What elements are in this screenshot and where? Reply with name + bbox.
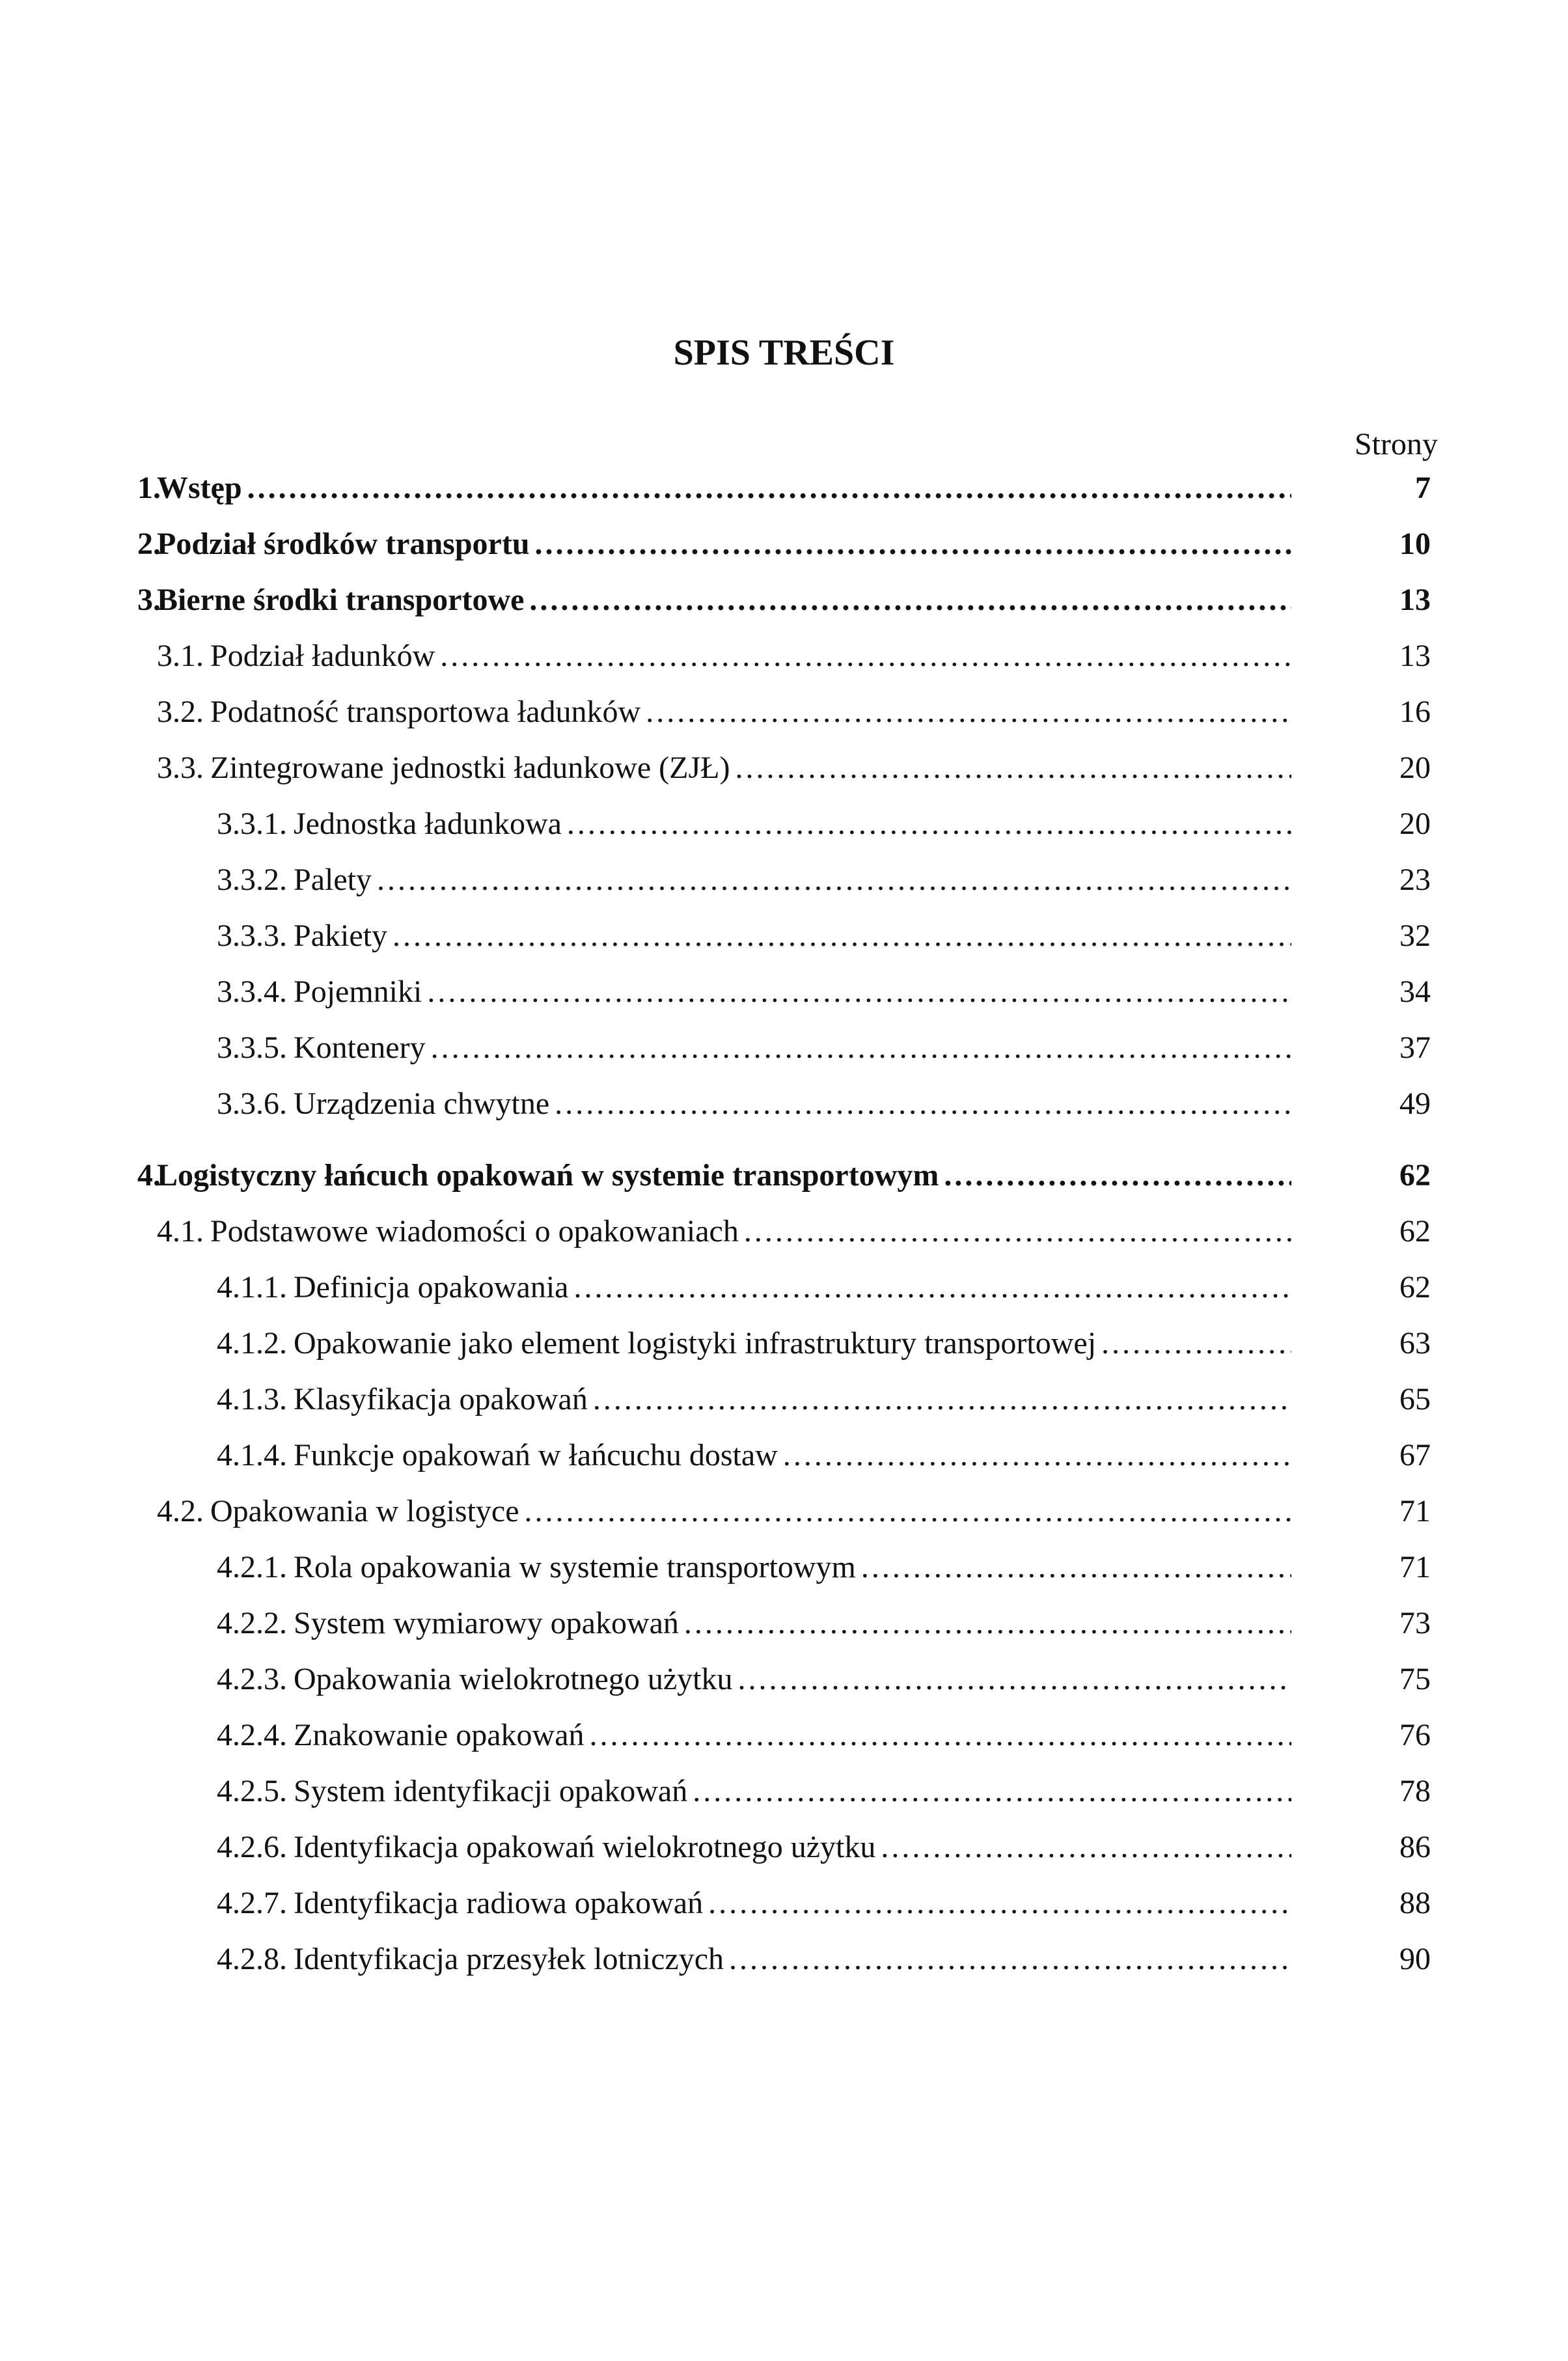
dot-leader — [392, 908, 1291, 964]
toc-entry-title: Urządzenia chwytne — [294, 1086, 550, 1121]
toc-entry[interactable] — [0, 964, 1568, 1020]
toc-entry-leader — [217, 1595, 1291, 1651]
toc-entry-page: 13 — [1399, 583, 1431, 617]
dot-leader — [555, 1076, 1291, 1132]
toc-entry-leader — [157, 1204, 1291, 1260]
toc-entry-leader — [217, 1763, 1291, 1819]
toc-entry-page: 20 — [1399, 807, 1431, 841]
toc-entry-title: Identyfikacja radiowa opakowań — [294, 1886, 704, 1920]
dot-leader — [744, 1204, 1291, 1260]
toc-entry[interactable] — [0, 460, 1568, 516]
toc-entry-page: 20 — [1399, 751, 1431, 785]
dot-leader — [735, 740, 1291, 796]
toc-entry-title: Podział środków transportu — [157, 527, 530, 561]
toc-entry-leader — [157, 460, 1291, 516]
toc-entry-leader — [217, 1875, 1291, 1931]
toc-entry[interactable] — [0, 1819, 1568, 1875]
toc-entry-leader — [217, 1651, 1291, 1707]
toc-entry-leader — [217, 1539, 1291, 1595]
page-title: SPIS TREŚCI — [673, 333, 895, 373]
toc-entry[interactable] — [0, 1707, 1568, 1763]
dot-leader — [427, 964, 1291, 1020]
dot-leader — [783, 1428, 1291, 1484]
toc-entry-title: System identyfikacji opakowań — [294, 1774, 688, 1808]
toc-entry-title: Znakowanie opakowań — [294, 1718, 585, 1752]
toc-entry-title: Zintegrowane jednostki ładunkowe (ZJŁ) — [210, 751, 730, 785]
toc-entry-title: Podstawowe wiadomości o opakowaniach — [210, 1214, 739, 1249]
toc-entry[interactable] — [0, 684, 1568, 740]
toc-entry-title: Palety — [294, 863, 372, 897]
toc-entry-number: 4.2.4. — [217, 1718, 287, 1752]
toc-entry[interactable] — [0, 1148, 1568, 1204]
toc-entry-title: Jednostka ładunkowa — [294, 807, 562, 841]
toc-entry-page: 32 — [1399, 918, 1431, 953]
toc-entry-leader — [157, 740, 1291, 796]
toc-entry-leader — [217, 1076, 1291, 1132]
toc-entry-number: 4.2.6. — [217, 1830, 287, 1864]
dot-leader — [247, 460, 1291, 516]
toc-entry-number: 3.3. — [157, 751, 204, 785]
toc-entry-title: Logistyczny łańcuch opakowań w systemie transportowym — [157, 1158, 939, 1193]
toc-entry-page: 62 — [1399, 1214, 1431, 1249]
toc-entry-page: 73 — [1399, 1606, 1431, 1640]
toc-entry-number: 4.2.7. — [217, 1886, 287, 1920]
toc-entry-title: Opakowanie jako element logistyki infrastruktury transportowej — [294, 1326, 1097, 1360]
toc-entry-number: 2. — [137, 527, 161, 561]
dot-leader — [529, 572, 1291, 628]
dot-leader — [593, 1372, 1291, 1428]
toc-entry[interactable] — [0, 1763, 1568, 1819]
toc-entry-page: 23 — [1399, 863, 1431, 897]
toc-entry[interactable] — [0, 1539, 1568, 1595]
toc-entry-page: 34 — [1399, 974, 1431, 1009]
dot-leader — [944, 1148, 1291, 1204]
dot-leader — [567, 796, 1291, 852]
toc-entry-number: 4. — [137, 1158, 161, 1193]
dot-leader — [708, 1875, 1291, 1931]
toc-entry-number: 3. — [137, 583, 161, 617]
toc-entry-leader — [217, 852, 1291, 908]
toc-entry-title: Pojemniki — [294, 974, 422, 1009]
toc-entry[interactable] — [0, 1651, 1568, 1707]
toc-entry-leader — [217, 964, 1291, 1020]
toc-entry-leader — [157, 1484, 1291, 1539]
toc-entry[interactable] — [0, 1931, 1568, 1987]
toc-entry-page: 86 — [1399, 1830, 1431, 1864]
toc-entry[interactable] — [0, 1875, 1568, 1931]
toc-entry-number: 4.2.1. — [217, 1550, 287, 1584]
dot-leader — [431, 1020, 1291, 1076]
toc-entry-leader — [217, 908, 1291, 964]
dot-leader — [573, 1260, 1291, 1316]
dot-leader — [737, 1651, 1291, 1707]
toc-entry-title: Opakowania wielokrotnego użytku — [294, 1662, 733, 1696]
toc-entry-leader — [217, 1260, 1291, 1316]
toc-entry[interactable] — [0, 908, 1568, 964]
toc-entry-number: 3.3.2. — [217, 863, 287, 897]
toc-entry-page: 37 — [1399, 1030, 1431, 1065]
toc-entry-leader — [217, 1372, 1291, 1428]
toc-entry-page: 76 — [1399, 1718, 1431, 1752]
toc-entry-title: Identyfikacja opakowań wielokrotnego użytku — [294, 1830, 876, 1864]
toc-entry-number: 4.2.5. — [217, 1774, 287, 1808]
dot-leader — [684, 1595, 1291, 1651]
toc-entry-number: 4.1.3. — [217, 1382, 287, 1416]
toc-entry[interactable] — [0, 1595, 1568, 1651]
toc-entry-page: 16 — [1399, 695, 1431, 729]
toc-entry[interactable] — [0, 852, 1568, 908]
toc-entry-title: Funkcje opakowań w łańcuchu dostaw — [294, 1438, 778, 1472]
toc-entry-page: 63 — [1399, 1326, 1431, 1360]
toc-entry-number: 4.1. — [157, 1214, 204, 1249]
toc-entry-number: 3.1. — [157, 639, 204, 673]
toc-entry-page: 75 — [1399, 1662, 1431, 1696]
toc-entry-leader — [157, 572, 1291, 628]
toc-entry-page: 71 — [1399, 1494, 1431, 1528]
dot-leader — [1101, 1316, 1291, 1372]
toc-entry-title: Klasyfikacja opakowań — [294, 1382, 588, 1416]
toc-entry-title: Identyfikacja przesyłek lotniczych — [294, 1942, 724, 1976]
toc-entry-number: 3.3.3. — [217, 918, 287, 953]
toc-entry[interactable] — [0, 628, 1568, 684]
toc-entry-leader — [217, 1819, 1291, 1875]
toc-entry-title: Wstęp — [157, 471, 242, 505]
toc-entry[interactable] — [0, 1204, 1568, 1260]
toc-entry-leader — [217, 1931, 1291, 1987]
toc-entry-leader — [157, 684, 1291, 740]
toc-entry-number: 4.2.8. — [217, 1942, 287, 1976]
table-of-contents — [0, 460, 1568, 1987]
dot-leader — [535, 516, 1291, 572]
toc-entry[interactable] — [0, 740, 1568, 796]
toc-entry[interactable] — [0, 1260, 1568, 1316]
dot-leader — [440, 628, 1291, 684]
toc-entry[interactable] — [0, 796, 1568, 852]
toc-entry-leader — [217, 1316, 1291, 1372]
toc-entry-title: Kontenery — [294, 1030, 426, 1065]
toc-entry-page: 13 — [1399, 639, 1431, 673]
dot-leader — [377, 852, 1291, 908]
toc-entry-number: 3.3.1. — [217, 807, 287, 841]
toc-entry-page: 78 — [1399, 1774, 1431, 1808]
toc-entry-page: 71 — [1399, 1550, 1431, 1584]
toc-entry[interactable] — [0, 572, 1568, 628]
toc-entry[interactable] — [0, 1372, 1568, 1428]
toc-entry-title: Definicja opakowania — [294, 1270, 569, 1305]
dot-leader — [861, 1539, 1291, 1595]
toc-entry-page: 49 — [1399, 1086, 1431, 1121]
toc-entry-title: Podatność transportowa ładunków — [210, 695, 641, 729]
toc-entry-page: 7 — [1415, 471, 1431, 505]
toc-entry-number: 3.3.5. — [217, 1030, 287, 1065]
toc-entry-title: Rola opakowania w systemie transportowym — [294, 1550, 856, 1584]
toc-entry-title: Podział ładunków — [210, 639, 435, 673]
toc-entry-title: Pakiety — [294, 918, 387, 953]
toc-entry-page: 67 — [1399, 1438, 1431, 1472]
dot-leader — [590, 1707, 1291, 1763]
toc-entry-page: 65 — [1399, 1382, 1431, 1416]
toc-entry-number: 4.2. — [157, 1494, 204, 1528]
toc-entry[interactable] — [0, 1428, 1568, 1484]
pages-column-header: Strony — [1354, 427, 1438, 462]
toc-entry[interactable] — [0, 1316, 1568, 1372]
dot-leader — [693, 1763, 1291, 1819]
toc-entry-number: 4.2.3. — [217, 1662, 287, 1696]
toc-entry-page: 90 — [1399, 1942, 1431, 1976]
toc-entry-title: Bierne środki transportowe — [157, 583, 525, 617]
toc-entry-leader — [217, 1020, 1291, 1076]
toc-entry[interactable] — [0, 1076, 1568, 1132]
toc-entry-number: 3.3.4. — [217, 974, 287, 1009]
toc-entry-number: 3.2. — [157, 695, 204, 729]
dot-leader — [881, 1819, 1291, 1875]
toc-entry-number: 3.3.6. — [217, 1086, 287, 1121]
toc-entry-number: 1. — [137, 471, 161, 505]
toc-entry-page: 62 — [1399, 1158, 1431, 1193]
toc-entry-number: 4.1.1. — [217, 1270, 287, 1305]
toc-entry-page: 88 — [1399, 1886, 1431, 1920]
toc-entry-title: System wymiarowy opakowań — [294, 1606, 679, 1640]
toc-entry-leader — [217, 796, 1291, 852]
dot-leader — [646, 684, 1291, 740]
toc-entry-title: Opakowania w logistyce — [210, 1494, 519, 1528]
toc-entry-leader — [157, 1148, 1291, 1204]
toc-entry-leader — [157, 516, 1291, 572]
dot-leader — [729, 1931, 1291, 1987]
toc-entry-page: 10 — [1399, 527, 1431, 561]
toc-entry[interactable] — [0, 1484, 1568, 1539]
toc-entry-leader — [157, 628, 1291, 684]
toc-entry-leader — [217, 1707, 1291, 1763]
toc-entry[interactable] — [0, 1020, 1568, 1076]
toc-entry-page: 62 — [1399, 1270, 1431, 1305]
toc-entry-number: 4.2.2. — [217, 1606, 287, 1640]
dot-leader — [525, 1484, 1291, 1539]
toc-entry[interactable] — [0, 516, 1568, 572]
toc-entry-number: 4.1.4. — [217, 1438, 287, 1472]
toc-entry-number: 4.1.2. — [217, 1326, 287, 1360]
toc-entry-leader — [217, 1428, 1291, 1484]
